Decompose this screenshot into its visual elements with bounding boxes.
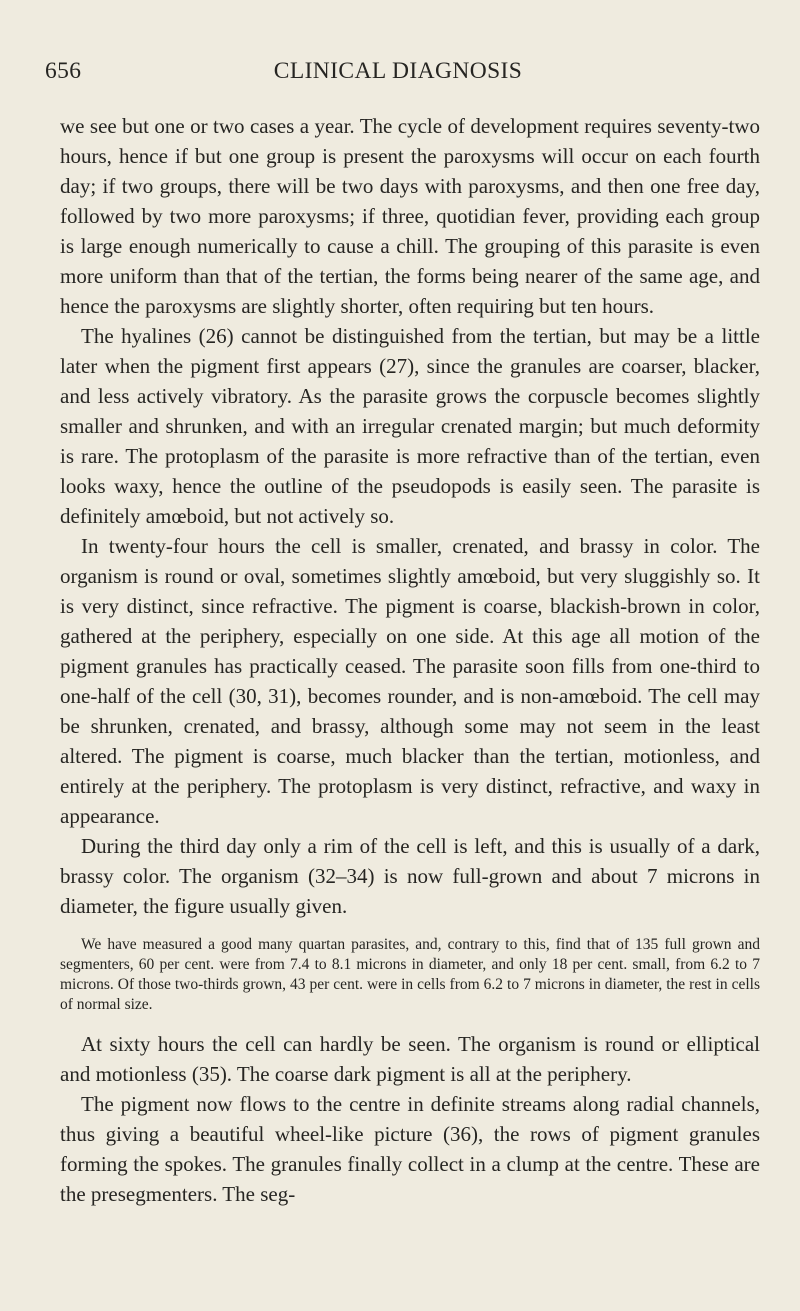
paragraph-pigment-flow: The pigment now flows to the centre in definite streams along radial channels, thus giving a beautiful wheel-like picture (36), the rows of pigment granules forming the spokes. The granules finally collect in a clump at the centre. These are the presegmenters. The seg-	[60, 1092, 760, 1206]
body-text	[60, 111, 760, 1209]
paragraph-twenty-four-hours: In twenty-four hours the cell is smaller, crenated, and brassy in color. The organism is round or oval, sometimes slightly amœboid, but very sluggishly so. It is very distinct, since refractive. The pigment is coarse, blackish-brown in color, gathered at the periphery, especially on one side. At this age all motion of the pigment granules has practically ceased. The parasite soon fills from one-third to one-half of the cell (30, 31), becomes rounder, and is non-amœboid. The cell may be shrunken, crenated, and brassy, although some may not seem in the least altered. The pigment is coarse, much blacker than the tertian, motionless, and entirely at the periphery. The protoplasm is very distinct, refractive, and waxy in appearance.	[60, 534, 760, 828]
page-header	[45, 58, 751, 88]
measurement-note: We have measured a good many quartan parasites, and, contrary to this, find that of 135 full grown and segmenters, 60 per cent. were from 7.4 to 8.1 microns in diameter, and only 18 per cent. small, from 6.2 to 7 microns. Of those two-thirds grown, 43 per cent. were in cells from 6.2 to 7 microns in diameter, the rest in cells of normal size.	[60, 936, 760, 1013]
paragraph-hyalines: The hyalines (26) cannot be distinguished from the tertian, but may be a little later when the pigment first appears (27), since the granules are coarser, blacker, and less actively vibratory. As the parasite grows the corpuscle becomes slightly smaller and shrunken, and with an irregular crenated margin; but much deformity is rare. The protoplasm of the parasite is more refractive than of the tertian, even looks waxy, hence the outline of the pseudopods is easily seen. The parasite is definitely amœboid, but not actively so.	[60, 324, 760, 528]
page-number: 656	[45, 58, 82, 84]
paragraph-sixty-hours: At sixty hours the cell can hardly be seen. The organism is round or elliptical and motionless (35). The coarse dark pigment is all at the periphery.	[60, 1032, 760, 1086]
running-head: CLINICAL DIAGNOSIS	[273, 58, 523, 84]
paragraph-third-day: During the third day only a rim of the cell is left, and this is usually of a dark, brassy color. The organism (32–34) is now full-grown and about 7 microns in diameter, the figure usually given.	[60, 834, 760, 918]
paragraph-continued: we see but one or two cases a year. The cycle of development requires seventy-two hours, hence if but one group is present the paroxysms will occur on each fourth day; if two groups, there will be two days with paroxysms, and then one free day, followed by two more paroxysms; if three, quotidian fever, providing each group is large enough numerically to cause a chill. The grouping of this parasite is even more uniform than that of the tertian, the forms being nearer of the same age, and hence the paroxysms are slightly shorter, often requiring but ten hours.	[60, 114, 760, 318]
